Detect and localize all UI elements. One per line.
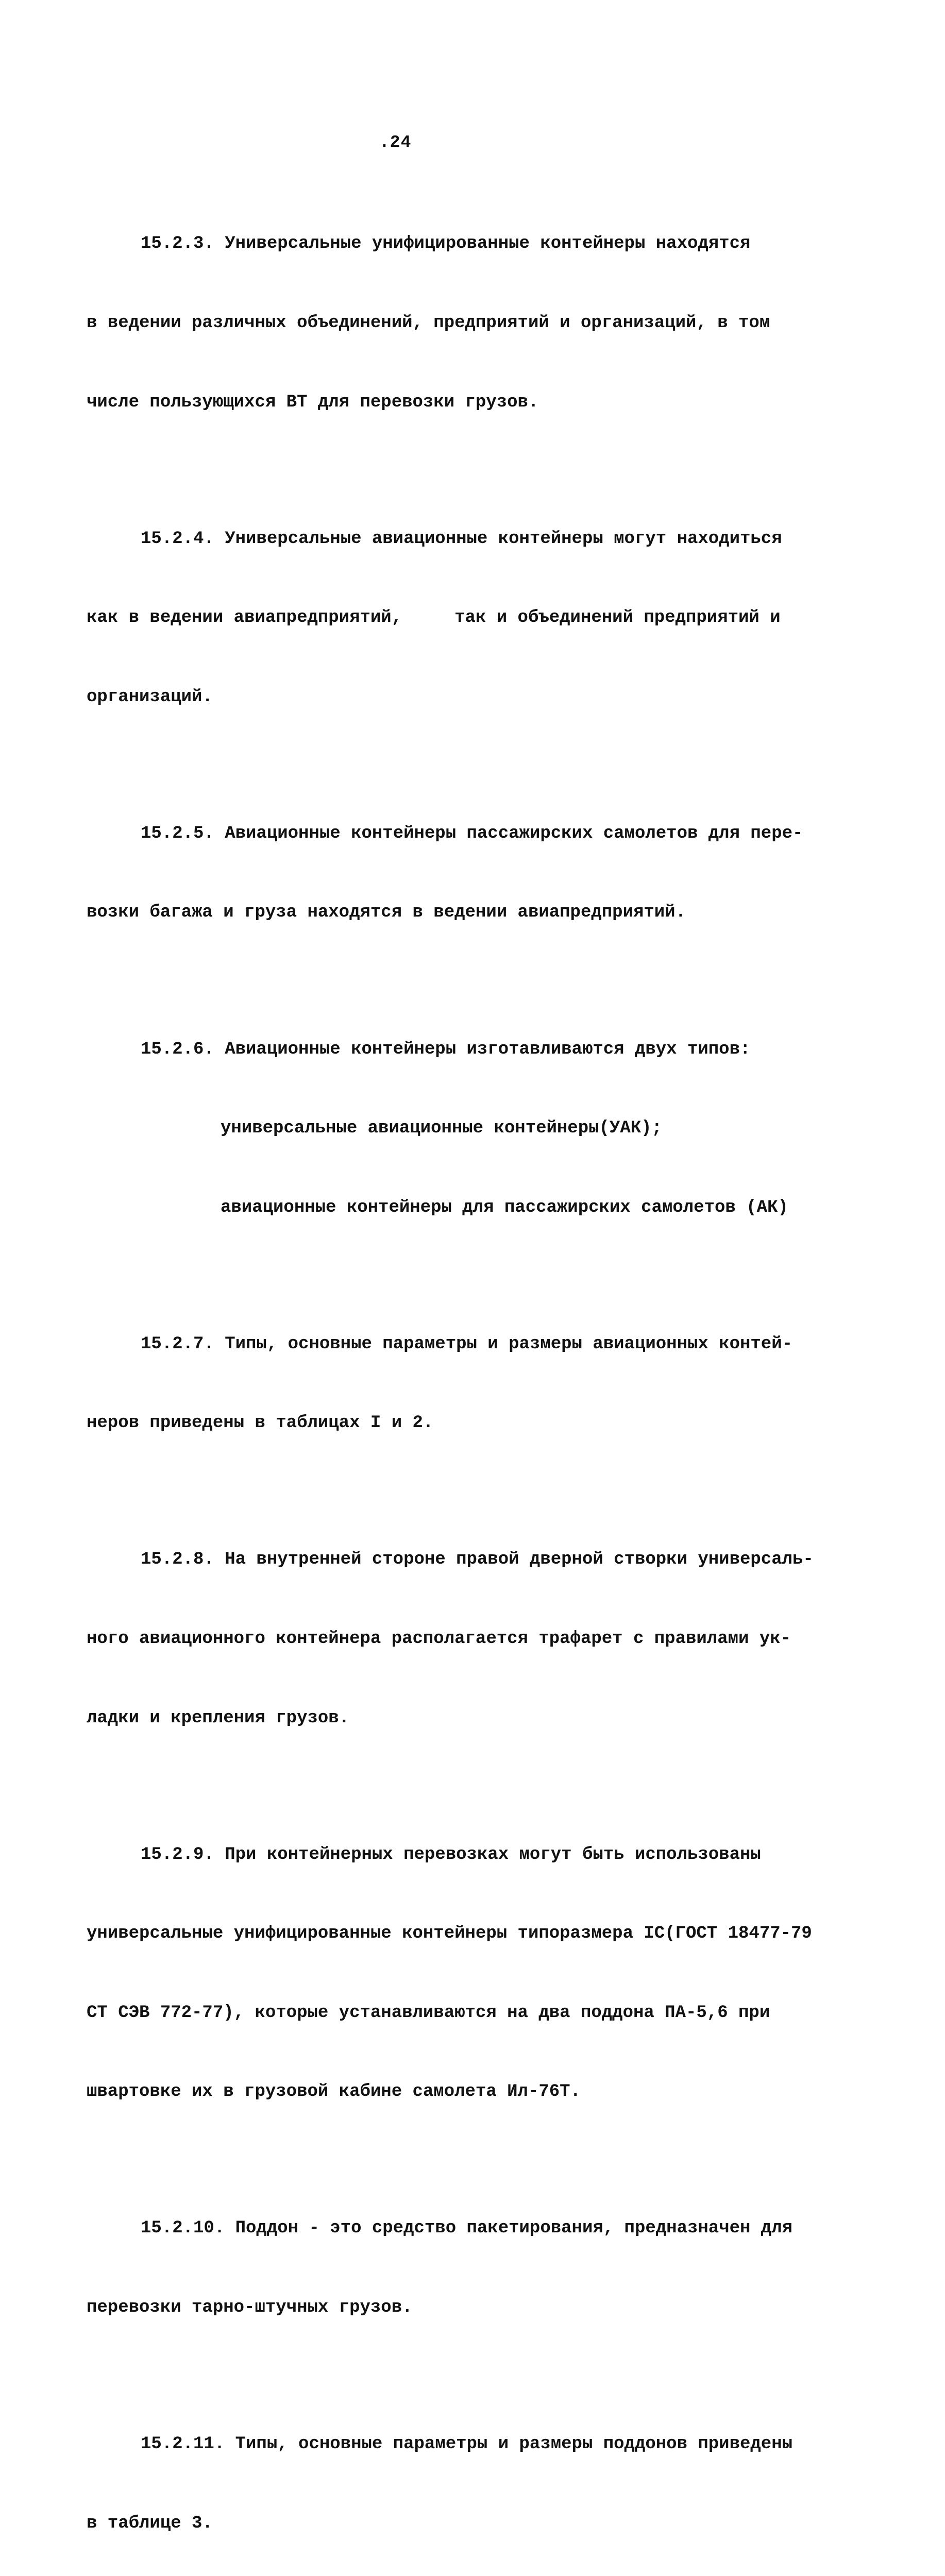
document-body — [87, 178, 814, 2576]
text-line: как в ведении авиапредприятий, так и объединений предприятий и — [87, 608, 781, 628]
paragraph-15-2-9 — [87, 1789, 812, 2158]
text-line: 15.2.11. Типы, основные параметры и размеры поддонов приведены — [141, 2434, 793, 2454]
paragraph-15-2-4 — [87, 473, 780, 763]
text-line: авиационные контейнеры для пассажирских самолетов (АК) — [221, 1197, 788, 1217]
text-line: 15.2.5. Авиационные контейнеры пассажирских самолетов для пере- — [141, 823, 803, 843]
text-line: возки багажа и груза находятся в ведении авиапредприятий. — [87, 903, 686, 923]
text-line: перевозки тарно-штучных грузов. — [87, 2298, 413, 2318]
text-line: 15.2.10. Поддон - это средство пакетирования, предназначен для — [141, 2218, 793, 2239]
paragraph-15-2-7 — [87, 1278, 793, 1489]
paragraph-15-2-11 — [87, 2379, 793, 2576]
text-line: 15.2.8. На внутренней стороне правой дверной створки универсаль- — [141, 1550, 814, 1570]
text-line: ного авиационного контейнера располагается трафарет с правилами ук- — [87, 1629, 791, 1649]
text-line: организаций. — [87, 687, 213, 707]
text-line: 15.2.7. Типы, основные параметры и размеры авиационных контей- — [141, 1334, 793, 1354]
text-line: в ведении различных объединений, предприятий и организаций, в том — [87, 313, 770, 333]
text-line: универсальные авиационные контейнеры(УАК); — [221, 1118, 662, 1139]
page-number: .24 — [379, 133, 412, 152]
text-line: в таблице 3. — [87, 2513, 213, 2533]
paragraph-15-2-5 — [87, 768, 803, 979]
text-line: 15.2.4. Универсальные авиационные контейнеры могут находиться — [141, 529, 782, 549]
paragraph-15-2-3 — [87, 178, 780, 468]
paragraph-15-2-8 — [87, 1494, 814, 1784]
text-line: 15.2.9. При контейнерных перевозках могут быть использованы — [141, 1844, 761, 1865]
paragraph-15-2-10 — [87, 2163, 793, 2374]
text-line: швартовке их в грузовой кабине самолета Ил-76Т. — [87, 2082, 581, 2102]
text-line: универсальные унифицированные контейнеры типоразмера IC(ГОСТ 18477-79 — [87, 1924, 812, 1944]
text-line: 15.2.6. Авиационные контейнеры изготавливаются двух типов: — [141, 1039, 751, 1059]
text-line: СТ СЭВ 772-77), которые устанавливаются на два поддона ПА-5,6 при — [87, 2003, 770, 2023]
text-line: числе пользующихся ВТ для перевозки грузов. — [87, 392, 539, 412]
text-line: 15.2.3. Универсальные унифицированные контейнеры находятся — [141, 234, 751, 254]
paragraph-15-2-6 — [87, 984, 788, 1274]
text-line: ладки и крепления грузов. — [87, 1708, 350, 1728]
text-line: неров приведены в таблицах I и 2. — [87, 1413, 434, 1433]
